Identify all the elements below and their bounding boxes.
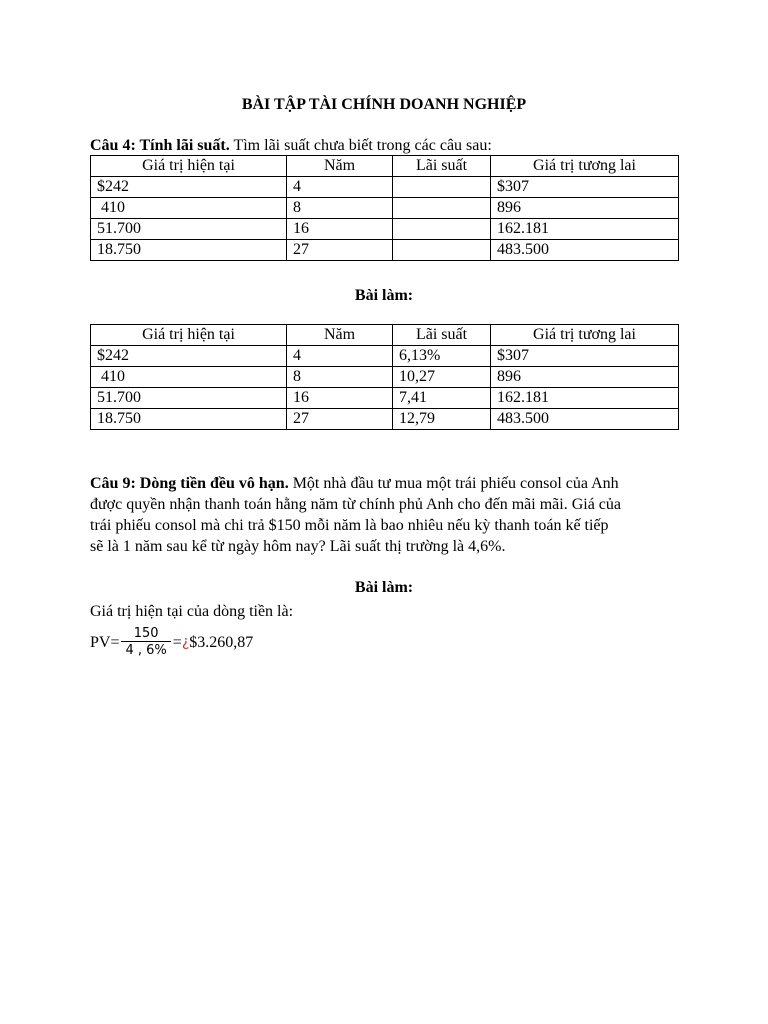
table-row [91, 219, 679, 240]
header-interest-rate: Lãi suất [393, 156, 491, 177]
fraction-numerator: 150 [133, 626, 159, 641]
table-row [91, 346, 679, 367]
table-cell: 6,13% [393, 346, 491, 367]
pv-equals: = [172, 633, 182, 651]
pv-intro: Giá trị hiện tại của dòng tiền là: [90, 603, 294, 620]
table-cell: 10,27 [393, 367, 491, 388]
header-year: Năm [287, 156, 393, 177]
table-cell: 8 [287, 198, 393, 219]
header-present-value: Giá trị hiện tại [91, 156, 287, 177]
header-present-value: Giá trị hiện tại [91, 325, 287, 346]
table-cell: 51.700 [91, 388, 287, 409]
table-cell: 8 [287, 367, 393, 388]
table-row [91, 240, 679, 261]
page-title: BÀI TẬP TÀI CHÍNH DOANH NGHIỆP [241, 96, 527, 113]
question-4-label: Câu 4: Tính lãi suất. [90, 137, 230, 154]
header-year: Năm [287, 325, 393, 346]
table-cell [393, 240, 491, 261]
pv-result: $3.260,87 [189, 633, 254, 651]
question-9-line: được quyền nhận thanh toán hằng năm từ chính phủ Anh cho đến mãi mãi. Giá của [90, 496, 622, 513]
question-9 [90, 473, 680, 557]
header-future-value: Giá trị tương lai [491, 325, 679, 346]
table-cell: 18.750 [91, 409, 287, 430]
solution-heading: Bài làm: [354, 579, 414, 596]
table-cell: 12,79 [393, 409, 491, 430]
table-cell: 410 [91, 198, 287, 219]
table-cell: 896 [491, 198, 679, 219]
table-row [91, 198, 679, 219]
question-table [90, 155, 679, 261]
table-cell: 483.500 [491, 409, 679, 430]
table-cell: 16 [287, 388, 393, 409]
table-cell: 162.181 [491, 388, 679, 409]
table-cell: 4 [287, 346, 393, 367]
table-header-row [91, 325, 679, 346]
question-4-text: Tìm lãi suất chưa biết trong các câu sau: [229, 137, 492, 154]
table-cell: 27 [287, 240, 393, 261]
table-cell [393, 177, 491, 198]
table-row [91, 388, 679, 409]
table-cell: $307 [491, 346, 679, 367]
question-9-line: trái phiếu consol mà chi trả $150 mỗi năm là bao nhiêu nếu kỳ thanh toán kế tiếp [90, 517, 609, 534]
table-cell: 4 [287, 177, 393, 198]
table-cell: 51.700 [91, 219, 287, 240]
pv-prefix: PV= [90, 633, 120, 651]
table-cell: 27 [287, 409, 393, 430]
question-4 [90, 135, 680, 156]
table-cell: 896 [491, 367, 679, 388]
table-cell: 18.750 [91, 240, 287, 261]
table-cell: 7,41 [393, 388, 491, 409]
table-header-row [91, 156, 679, 177]
table-row [91, 367, 679, 388]
table-cell: $242 [91, 346, 287, 367]
pv-symbol: ¿ [181, 633, 190, 650]
table-cell: $242 [91, 177, 287, 198]
question-9-line: sẽ là 1 năm sau kể từ ngày hôm nay? Lãi suất thị trường là 4,6%. [90, 538, 506, 555]
header-interest-rate: Lãi suất [393, 325, 491, 346]
table-cell: 16 [287, 219, 393, 240]
table-cell: 410 [91, 367, 287, 388]
pv-formula [90, 626, 253, 658]
table-row [91, 177, 679, 198]
pv-fraction [121, 626, 170, 658]
answer-table [90, 324, 679, 430]
table-row [91, 409, 679, 430]
question-9-text: Một nhà đầu tư mua một trái phiếu consol của Anh [288, 475, 619, 492]
question-9-line [90, 473, 680, 494]
header-future-value: Giá trị tương lai [491, 156, 679, 177]
solution-heading: Bài làm: [354, 287, 414, 304]
table-cell [393, 219, 491, 240]
table-cell: 162.181 [491, 219, 679, 240]
table-cell: $307 [491, 177, 679, 198]
table-cell [393, 198, 491, 219]
question-9-label: Câu 9: Dòng tiền đều vô hạn. [90, 475, 289, 492]
fraction-denominator: 4 , 6% [121, 641, 170, 658]
table-cell: 483.500 [491, 240, 679, 261]
